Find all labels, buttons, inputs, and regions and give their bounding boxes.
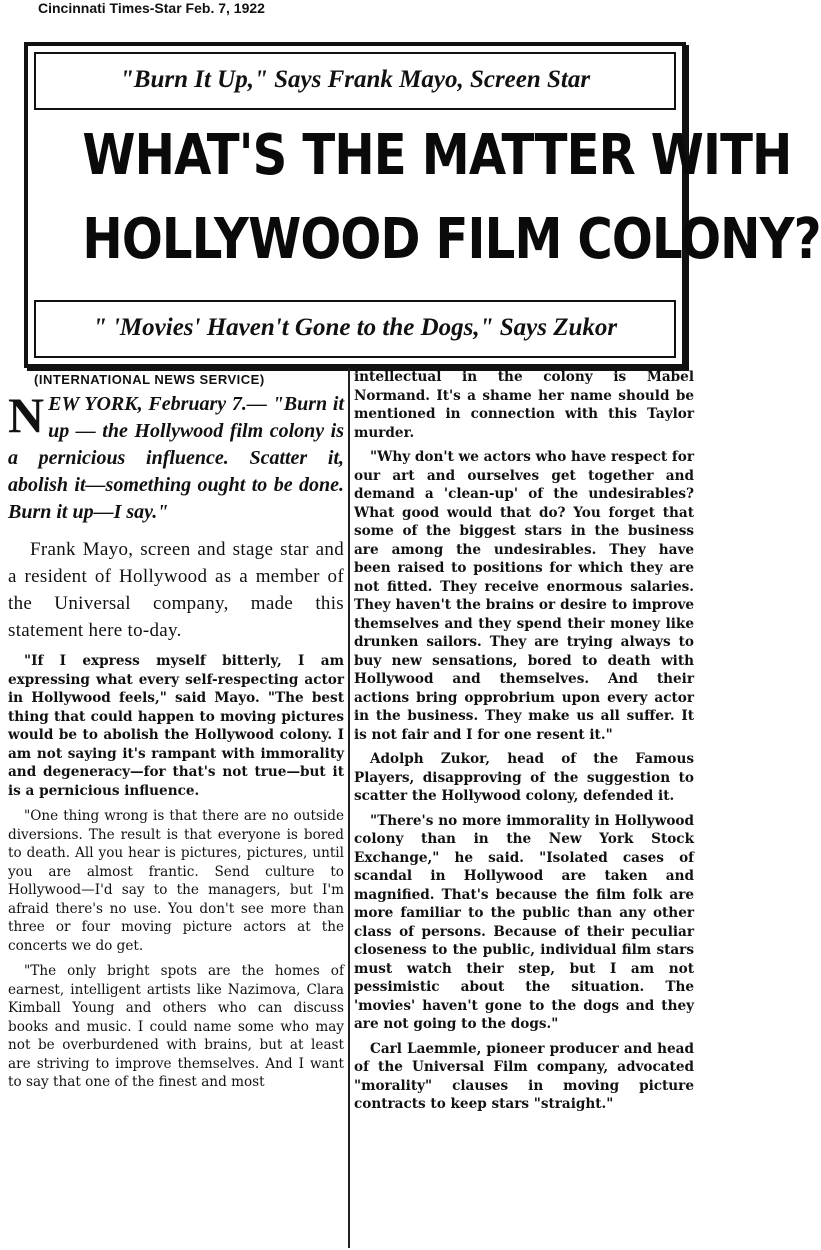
main-headline [38,114,821,284]
paragraph-zukor: Adolph Zukor, head of the Famous Players, disapproving of the suggestion to scatter the Hollywood colony, defended it. [354,751,694,804]
kicker-headline: "Burn It Up," Says Frank Mayo, Screen Star [119,66,591,93]
paragraph-laemmle: Carl Laemmle, pioneer producer and head of the Universal Film company, advocated "morality" clauses in moving picture contracts to keep stars "straight." [354,1040,694,1112]
wire-credit: (INTERNATIONAL NEWS SERVICE) [34,372,265,387]
paragraph-diversions: "One thing wrong is that there are no outside diversions. The result is that everyone is bored to death. All you hear is pictures, pictures, until you are almost frantic. Send culture to Hollywood—I'd say to the managers, but I'm afraid there's no use. You don't see more than three or four moving picture actors at the concerts we do get. [8,808,344,954]
deck-box [34,300,676,358]
column-rule [348,368,350,1248]
kicker-box [34,52,676,110]
paragraph-mayo-quote: "If I express myself bitterly, I am expressing what every self-respecting actor in Hollywood feels," said Mayo. "The best thing that could happen to moving pictures would be to abolish the Hollywood colony. I am not saying it's rampant with immorality and degeneracy—for that's not true—but it is a pernicious influence. [8,653,344,799]
main-headline-line2: HOLLYWOOD FILM COLONY? [82,207,821,272]
paragraph-mayo-intro: Frank Mayo, screen and stage star and a resident of Hollywood as a member of the Universal company, made this statement here to-day. [8,539,344,641]
paragraph-stock-exchange: "There's no more immorality in Hollywood colony than in the New York Stock Exchange," he said. "Isolated cases of scandal in Hollywood are taken and magnified. That's because the film folk are more familiar to the public than any other class of persons. Because of their peculiar closeness to the public, individual film stars must watch their step, but I am not pessimistic about the situation. The 'movies' haven't gone to the dogs and they are not going to the dogs." [354,812,694,1032]
paragraph-normand: intellectual in the colony is Mabel Normand. It's a shame her name should be mentioned in connection with this Taylor murder. [354,369,694,441]
right-column [354,368,694,1114]
source-line: Cincinnati Times-Star Feb. 7, 1922 [38,0,265,16]
main-headline-line1: WHAT'S THE MATTER WITH [82,123,792,188]
lead-paragraph [8,387,344,526]
paragraph-cleanup: "Why don't we actors who have respect for our art and ourselves get together and demand a 'clean-up' of the undesirables? What good would that do? You forget that some of the biggest stars in the business are among the undesirables. They have been raised to positions for which they are not fitted. They receive enormous salaries. They haven't the brains or desire to improve themselves and they spend their money like drunken sailors. They are trying always to buy new sensations, bored to death with Hollywood and themselves. And their actions bring opprobrium upon every actor in the business. They make us all suffer. It is not fair and I for one resent it." [354,449,694,743]
deck-headline: " 'Movies' Haven't Gone to the Dogs," Says Zukor [92,314,618,341]
drop-cap: N [8,387,45,443]
paragraph-bright-spots: "The only bright spots are the homes of earnest, intelligent artists like Nazimova, Clara Kimball Young and others who can discuss books and music. I could name some who may not be overburdened with brains, but at least are striving to improve themselves. And I want to say that one of the finest and most [8,963,344,1090]
left-column [8,368,344,1092]
headline-box [24,42,821,368]
lead-text: EW YORK, February 7.— "Burn it up — the Hollywood film colony is a pernicious influence. Scatter it, abolish it—something ought to be done. Burn it up—I say." [8,393,344,523]
